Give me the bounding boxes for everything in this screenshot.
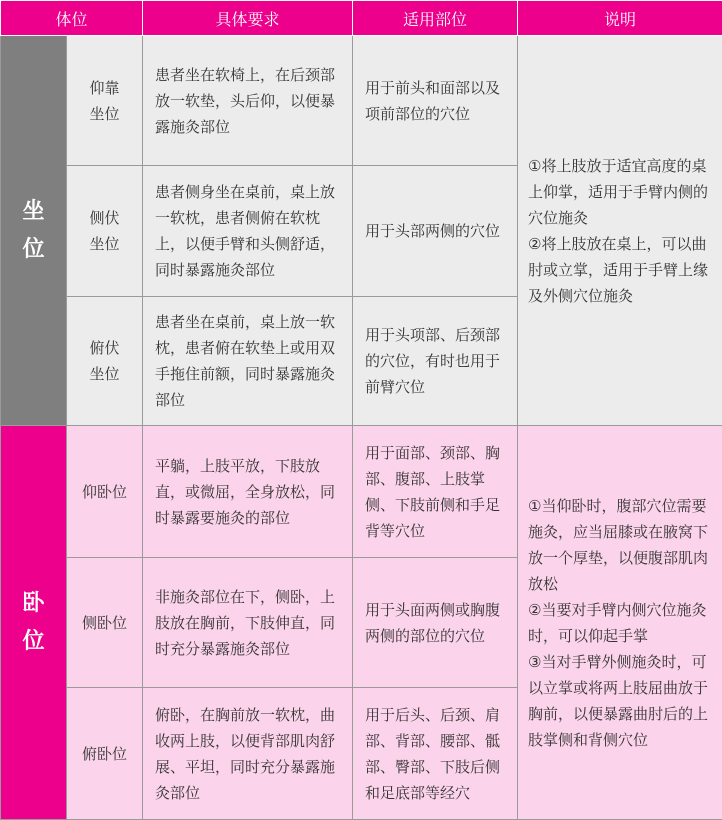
group-label-sitting: 坐 位 (1, 36, 67, 426)
note-item: ②将上肢放在桌上，可以曲肘或立掌，适用于手臂上缘及外侧穴位施灸 (528, 231, 712, 309)
posture-name: 仰卧位 (67, 426, 143, 558)
requirement-cell: 患者坐在桌前，桌上放一软枕，患者俯在软垫上或用双手拖住前额，同时暴露施灸部位 (143, 297, 353, 426)
table-header-row (1, 1, 722, 36)
header-requirement: 具体要求 (143, 1, 353, 36)
note-item: ①当仰卧时，腹部穴位需要施灸，应当屈膝或在腋窝下放一个厚垫，以便腹部肌肉放松 (528, 493, 712, 597)
requirement-cell: 非施灸部位在下，侧卧，上肢放在胸前，下肢伸直，同时充分暴露施灸部位 (143, 558, 353, 688)
header-applicable-site: 适用部位 (353, 1, 518, 36)
posture-name: 仰靠 坐位 (67, 36, 143, 166)
site-cell: 用于头部两侧的穴位 (353, 166, 518, 297)
requirement-cell: 平躺，上肢平放，下肢放直，或微屈，全身放松，同时暴露要施灸的部位 (143, 426, 353, 558)
site-cell: 用于头项部、后颈部的穴位，有时也用于前臂穴位 (353, 297, 518, 426)
note-item: ③当对手臂外侧施灸时，可以立掌或将两上肢屈曲放于胸前，以便暴露曲肘后的上肢掌侧和背侧穴位 (528, 649, 712, 753)
group-label-lying: 卧 位 (1, 426, 67, 820)
note-item: ①将上肢放于适宜高度的桌上仰掌，适用于手臂内侧的穴位施灸 (528, 153, 712, 231)
notes-cell-lying (518, 426, 722, 820)
requirement-cell: 患者坐在软椅上，在后颈部放一软垫，头后仰，以便暴露施灸部位 (143, 36, 353, 166)
posture-name: 侧卧位 (67, 558, 143, 688)
requirement-cell: 俯卧，在胸前放一软枕，曲收两上肢，以便背部肌肉舒展、平坦，同时充分暴露施灸部位 (143, 688, 353, 820)
site-cell: 用于前头和面部以及项前部位的穴位 (353, 36, 518, 166)
posture-name: 俯卧位 (67, 688, 143, 820)
requirement-cell: 患者侧身坐在桌前，桌上放一软枕，患者侧俯在软枕上，以便手臂和头侧舒适，同时暴露施灸部位 (143, 166, 353, 297)
table-row (1, 36, 722, 166)
notes-cell-sitting (518, 36, 722, 426)
site-cell: 用于头面两侧或胸腹两侧的部位的穴位 (353, 558, 518, 688)
note-item: ②当要对手臂内侧穴位施灸时，可以仰起手掌 (528, 597, 712, 649)
site-cell: 用于面部、颈部、胸部、腹部、上肢掌侧、下肢前侧和手足背等穴位 (353, 426, 518, 558)
table-row (1, 426, 722, 558)
posture-name: 俯伏 坐位 (67, 297, 143, 426)
site-cell: 用于后头、后颈、肩部、背部、腰部、骶部、臀部、下肢后侧和足底部等经穴 (353, 688, 518, 820)
header-posture: 体位 (1, 1, 143, 36)
posture-name: 侧伏 坐位 (67, 166, 143, 297)
header-notes: 说明 (518, 1, 722, 36)
